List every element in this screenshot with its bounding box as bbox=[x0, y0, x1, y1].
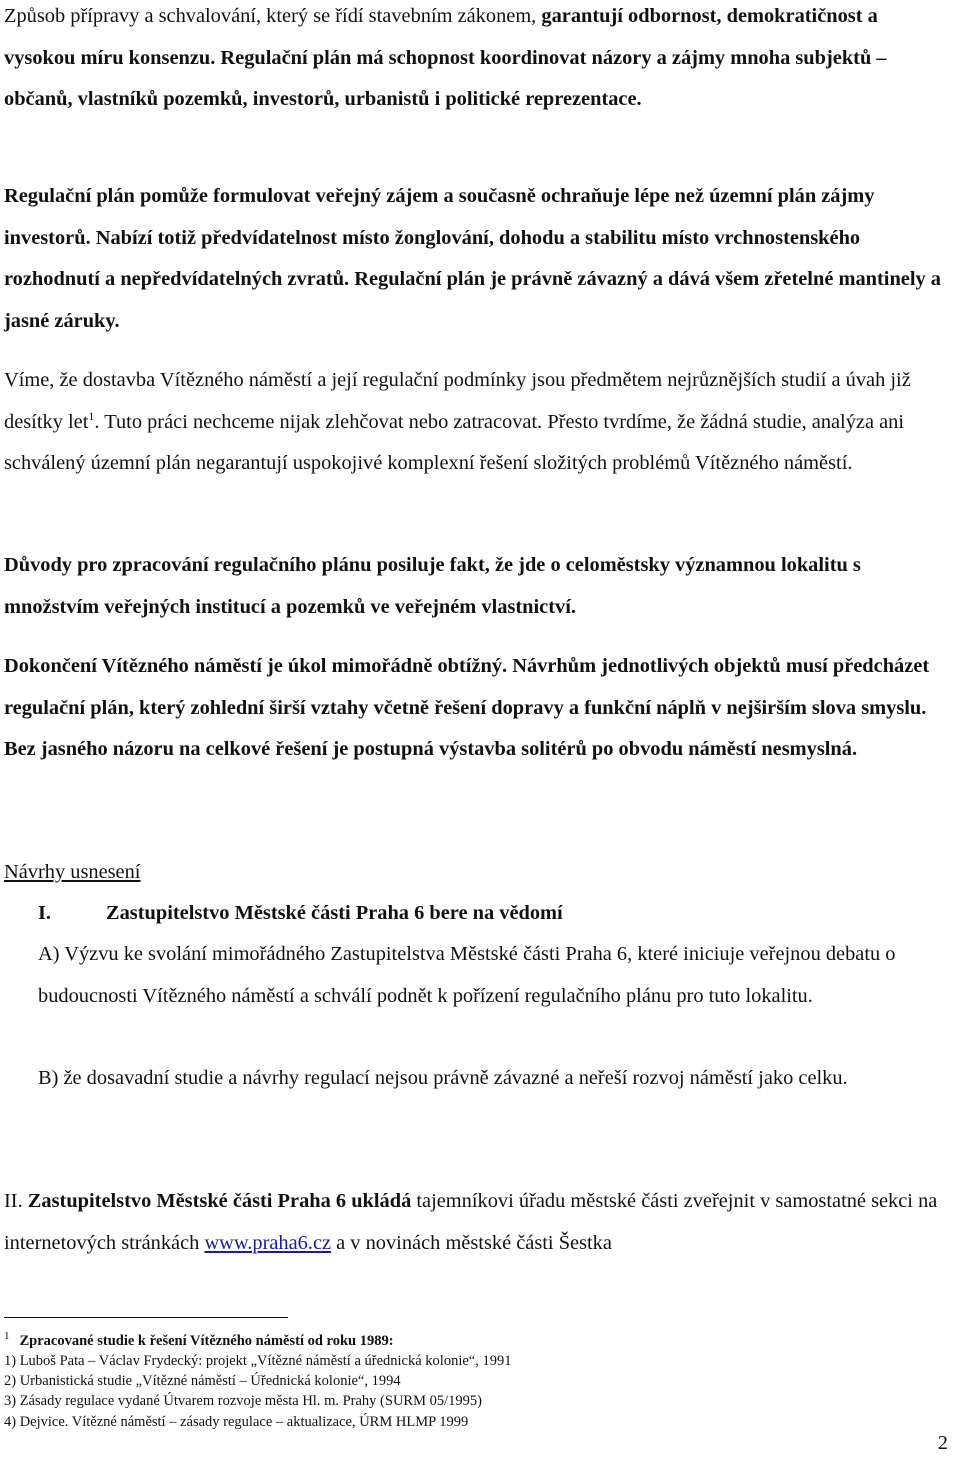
paragraph-completion: Dokončení Vítězného náměstí je úkol mimořádně obtížný. Návrhům jednotlivých objektů musí předcházet regulační plán, který zohlední širší vztahy včetně řešení dopravy a funkční náplň v nejširším slova smyslu. Bez jasného názoru na celkové řešení je postupná výstavba solitérů po obvodu náměstí nesmyslná. bbox=[4, 655, 930, 760]
footnote-title-text: Zpracované studie k řešení Vítězného náměstí od roku 1989: bbox=[19, 1332, 394, 1349]
footnotes bbox=[4, 1326, 904, 1432]
resolution-title: Zastupitelstvo Městské části Praha 6 ukládá bbox=[27, 1190, 412, 1212]
resolution-item-1-b: B) že dosavadní studie a návrhy regulací nejsou právně závazné a neřeší rozvoj náměstí jako celku. bbox=[38, 1067, 848, 1089]
resolution-item-1-a: A) Výzvu ke svolání mimořádného Zastupitelstva Městské části Praha 6, které iniciuje veřejnou debatu o budoucnosti Vítězného náměstí a schválí podnět k pořízení regulačního plánu pro tuto lokalitu. bbox=[38, 943, 896, 1007]
section-heading: Návrhy usnesení bbox=[4, 861, 141, 883]
resolution-number: II. bbox=[4, 1190, 23, 1212]
resolution-item-2 bbox=[4, 1181, 952, 1264]
resolution-title: Zastupitelstvo Městské části Praha 6 bere na vědomí bbox=[106, 902, 563, 924]
footnote-number: 1 bbox=[4, 1330, 10, 1342]
footnote-item: 1) Luboš Pata – Václav Frydecký: projekt „Vítězné náměstí a úřednická kolonie“, 1991 bbox=[4, 1353, 512, 1370]
paragraph-text: tajemníkovi úřadu městské části zveřejnit v samostatné sekci na internetových stránkách bbox=[4, 1190, 938, 1254]
paragraph-approval-process bbox=[4, 0, 952, 121]
paragraph-text: Způsob přípravy a schvalování, který se řídí stavebním zákonem, bbox=[4, 5, 542, 27]
paragraph-public-interest: Regulační plán pomůže formulovat veřejný zájem a současně ochraňuje lépe než územní plán zájmy investorů. Nabízí totiž předvídatelnost místo žonglování, dohodu a stabilitu místo vrchnostenského rozhodnutí a nepředvídatelných zvratů. Regulační plán je právně závazný a dává všem zřetelné mantinely a jasné záruky. bbox=[4, 185, 941, 332]
resolution-number: I. bbox=[38, 902, 52, 924]
footnote-separator bbox=[4, 1317, 288, 1318]
paragraph-studies bbox=[4, 360, 952, 485]
footnote-title bbox=[4, 1326, 904, 1351]
paragraph-text: Víme, že dostavba Vítězného náměstí a její regulační podmínky jsou předmětem nejrůznějších studií a úvah již desítky let bbox=[4, 369, 911, 433]
paragraph-bold-text: garantují odbornost, demokratičnost a vysokou míru konsenzu. Regulační plán má schopnost koordinovat názory a zájmy mnoha subjektů – občanů, vlastníků pozemků, investorů, urbanistů i politické reprezentace. bbox=[4, 5, 887, 110]
paragraph-text: . Tuto práci nechceme nijak zlehčovat nebo zatracovat. Přesto tvrdíme, že žádná studie, analýza ani schválený územní plán negarantují uspokojivé komplexní řešení složitých problémů Vítězného náměstí. bbox=[4, 410, 905, 474]
page-number: 2 bbox=[937, 1432, 948, 1454]
praha6-website-link[interactable]: www.praha6.cz bbox=[204, 1231, 332, 1254]
footnote-item: 3) Zásady regulace vydané Útvarem rozvoje města Hl. m. Prahy (SURM 05/1995) bbox=[4, 1393, 482, 1410]
footnote-item: 4) Dejvice. Vítězné náměstí – zásady regulace – aktualizace, ÚRM HLMP 1999 bbox=[4, 1413, 469, 1430]
footnote-reference: 1 bbox=[88, 408, 95, 423]
footnote-item: 2) Urbanistická studie „Vítězné náměstí – Úřednická kolonie“, 1994 bbox=[4, 1373, 401, 1390]
resolution-item-1-title bbox=[38, 893, 563, 935]
paragraph-text: a v novinách městské části Šestka bbox=[331, 1231, 612, 1254]
paragraph-reasons: Důvody pro zpracování regulačního plánu posiluje fakt, že jde o celoměstsky významnou lokalitu s množstvím veřejných institucí a pozemků ve veřejném vlastnictví. bbox=[4, 554, 861, 618]
